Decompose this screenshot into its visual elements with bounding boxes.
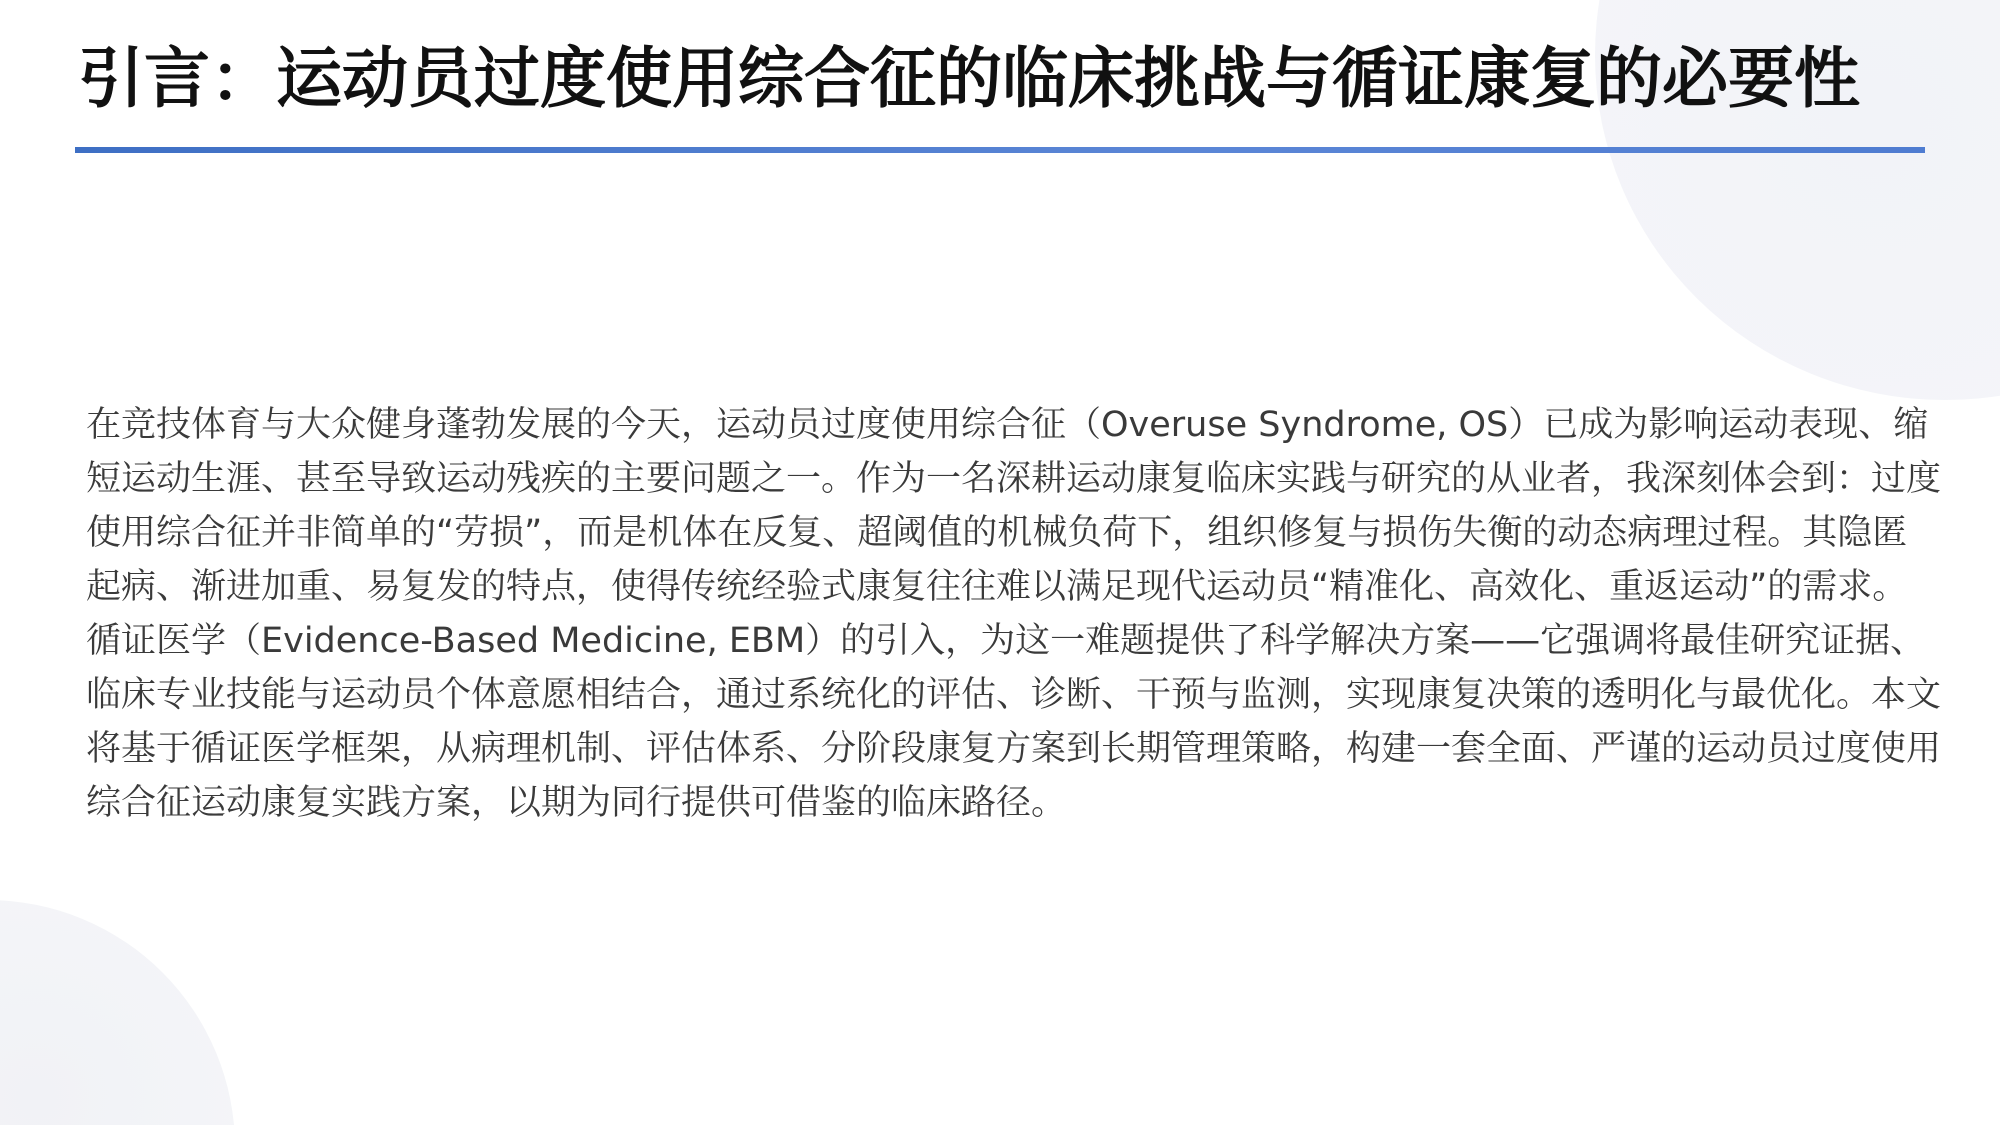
slide-title: 引言：运动员过度使用综合征的临床挑战与循证康复的必要性 xyxy=(78,40,1860,117)
decorative-circle-bottom-left xyxy=(0,900,235,1125)
body-paragraph: 在竞技体育与大众健身蓬勃发展的今天，运动员过度使用综合征（Overuse Syndrome, OS）已成为影响运动表现、缩短运动生涯、甚至导致运动残疾的主要问题之一。作为一名深耕运动康复临床实践与研究的从业者，我深刻体会到：过度使用综合征并非简单的“劳损”，而是机体在反复、超阈值的机械负荷下，组织修复与损伤失衡的动态病理过程。其隐匿起病、渐进加重、易复发的特点，使得传统经验式康复往往难以满足现代运动员“精准化、高效化、重返运动”的需求。循证医学（Evidence-Based Medicine, EBM）的引入，为这一难题提供了科学解决方案——它强调将最佳研究证据、临床专业技能与运动员个体意愿相结合，通过系统化的评估、诊断、干预与监测，实现康复决策的透明化与最优化。本文将基于循证医学框架，从病理机制、评估体系、分阶段康复方案到长期管理策略，构建一套全面、严谨的运动员过度使用综合征运动康复实践方案，以期为同行提供可借鉴的临床路径。 xyxy=(86,405,1942,823)
title-underline xyxy=(75,147,1925,153)
